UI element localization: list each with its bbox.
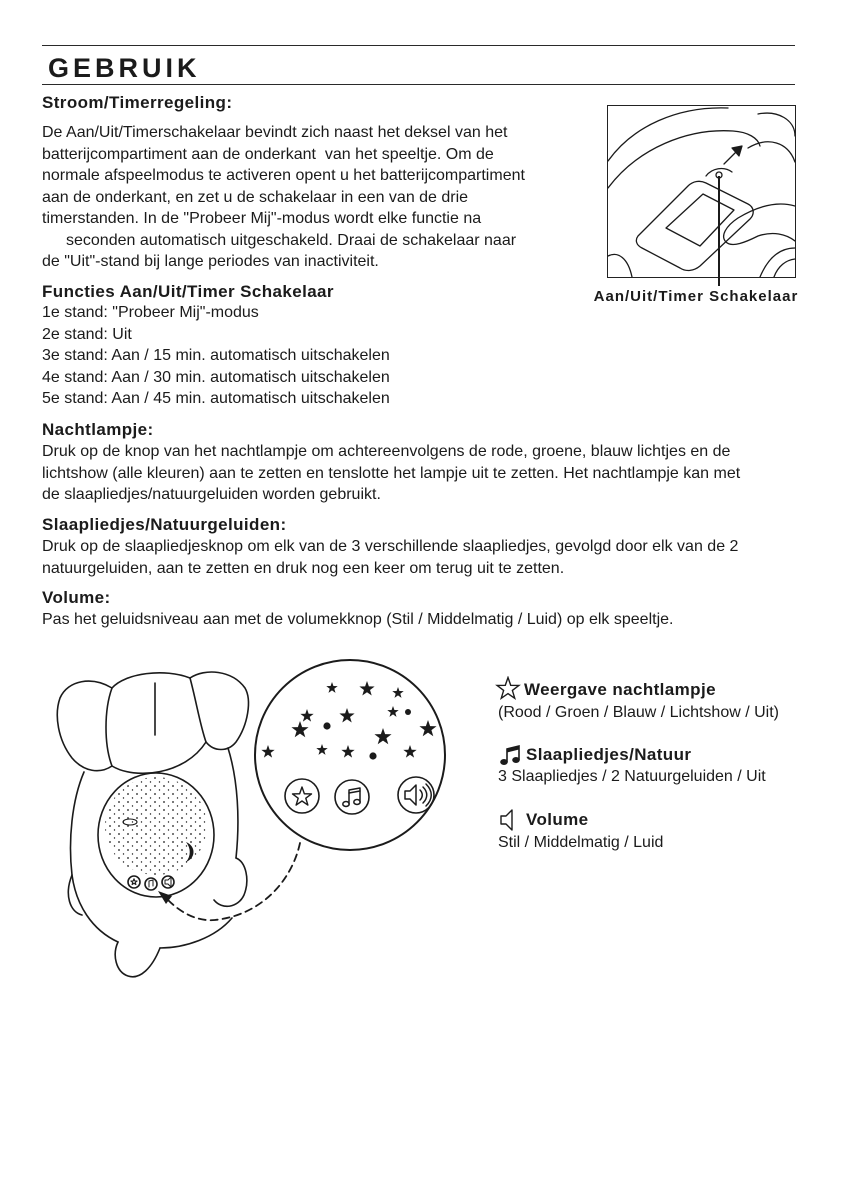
section-body-nightlight <box>42 441 740 506</box>
star-decoration <box>341 745 354 758</box>
star-decoration <box>403 745 416 758</box>
legend-title-lullabies: Slaapliedjes/Natuur <box>526 745 692 764</box>
header-top-rule <box>42 45 795 46</box>
arrow-line <box>724 152 736 164</box>
head-bottom <box>112 742 206 773</box>
legend-text-volume: Stil / Middelmatig / Luid <box>498 834 664 851</box>
star-decoration <box>419 720 436 736</box>
text-line: de "Uit"-stand bij lange periodes van inactiviteit. <box>42 253 379 270</box>
star-outline-icon <box>495 676 521 702</box>
music-note-icon <box>149 880 153 887</box>
list-item: 1e stand: "Probeer Mij"-modus <box>42 304 259 321</box>
text-line: De Aan/Uit/Timerschakelaar bevindt zich naast het deksel van het <box>42 124 508 141</box>
section-body-power <box>42 122 525 273</box>
text-line: batterijcompartiment aan de onderkant van het speeltje. Om de <box>42 145 494 163</box>
music-button <box>145 878 157 890</box>
list-item: 3e stand: Aan / 15 min. automatisch uitschakelen <box>42 347 390 364</box>
bottom-foot <box>115 942 160 977</box>
music-note-icon <box>343 788 360 807</box>
right-ear <box>190 672 248 749</box>
zoom-music-button <box>335 780 369 814</box>
left-ear <box>57 681 112 771</box>
text-line: de slaapliedjes/natuurgeluiden worden gebruikt. <box>42 486 381 503</box>
section-heading-functions: Functies Aan/Uit/Timer Schakelaar <box>42 282 334 301</box>
list-item: 2e stand: Uit <box>42 325 132 343</box>
text-line: natuurgeluiden, aan te zetten en druk nog een keer om terug uit te zetten. <box>42 559 565 577</box>
switch-pointer-line <box>718 176 720 286</box>
toy-illustration <box>0 640 460 990</box>
toy-edge-line <box>758 113 795 136</box>
star-decoration <box>392 687 403 698</box>
dot-decoration <box>323 722 330 729</box>
dot-decoration <box>369 752 376 759</box>
section-heading-lullabies: Slaapliedjes/Natuurgeluiden: <box>42 515 287 534</box>
star-decoration <box>339 708 354 722</box>
star-decoration <box>326 682 337 693</box>
speaker-icon <box>165 877 171 887</box>
section-body-volume <box>42 609 673 631</box>
zoom-star-button <box>285 779 319 813</box>
star-decoration <box>291 721 308 737</box>
section-heading-volume: Volume: <box>42 588 111 607</box>
text-line: Pas het geluidsniveau aan met de volumekknop (Stil / Middelmatig / Luid) op elk speeltje. <box>42 611 674 628</box>
section-body-lullabies <box>42 536 738 579</box>
bunny-toy <box>57 672 248 977</box>
body-right <box>228 748 238 858</box>
section-heading-power: Stroom/Timerregeling: <box>42 93 233 112</box>
star-decoration <box>359 681 374 695</box>
toy-edge-line <box>608 108 728 161</box>
star-decoration <box>316 744 327 755</box>
list-item: 4e stand: Aan / 30 min. automatisch uitschakelen <box>42 368 390 386</box>
body-left <box>71 772 119 942</box>
music-note-icon <box>499 744 523 766</box>
legend-text-lullabies: 3 Slaapliedjes / 2 Natuurgeluiden / Uit <box>498 768 766 785</box>
left-paw <box>68 875 82 915</box>
right-ear-inner <box>190 678 206 742</box>
text-line: Druk op de slaapliedjesknop om elk van de 3 verschillende slaapliedjes, gevolgd door elk van de 2 <box>42 538 739 555</box>
star-decoration <box>387 706 398 717</box>
battery-compartment <box>636 181 753 270</box>
text-line: Druk op de knop van het nachtlampje om achtereenvolgens de rode, groene, blauw lichtjes en de <box>42 443 731 460</box>
speaker-icon <box>405 784 431 806</box>
text-line: seconden automatisch uitgeschakeld. Draai de schakelaar naar <box>66 231 517 249</box>
speaker-icon <box>499 808 517 832</box>
page-title: GEBRUIK <box>48 53 201 83</box>
legend-title-volume: Volume <box>526 810 589 829</box>
volume-button <box>162 876 174 888</box>
section-body-functions <box>42 302 390 410</box>
switch-caption: Aan/Uit/Timer Schakelaar <box>593 288 799 305</box>
text-line: normale afspeelmodus te activeren opent u het batterijcompartiment <box>42 167 525 184</box>
right-paw <box>214 858 247 906</box>
head-top <box>112 673 190 688</box>
toy-edge-line <box>608 131 760 188</box>
left-ear-inner <box>106 688 112 766</box>
toy-edge-line <box>748 142 795 162</box>
legend-text-nightlight: (Rood / Groen / Blauw / Lichtshow / Uit) <box>498 704 779 721</box>
star-button <box>128 876 140 888</box>
button-zoom-circle <box>158 660 445 920</box>
legend-title-nightlight: Weergave nachtlampje <box>524 680 716 699</box>
section-heading-nightlight: Nachtlampje: <box>42 420 154 439</box>
star-icon <box>131 879 137 885</box>
star-decoration <box>374 728 391 744</box>
hand-finger <box>760 248 795 277</box>
dot-decoration <box>405 709 411 715</box>
body-bottom <box>160 918 232 948</box>
text-line: timerstanden. In de "Probeer Mij"-modus wordt elke functie na <box>42 210 482 227</box>
star-outline-icon <box>292 787 311 805</box>
text-line: aan de onderkant, en zet u de schakelaar in een van de drie <box>42 188 469 206</box>
list-item: 5e stand: Aan / 45 min. automatisch uitschakelen <box>42 390 390 407</box>
header-bottom-rule <box>42 84 795 85</box>
star-field <box>261 681 436 760</box>
toy-edge-line <box>608 254 632 277</box>
switch-illustration <box>607 105 796 278</box>
starry-dome-pattern <box>105 777 207 875</box>
text-line: lichtshow (alle kleuren) aan te zetten en tenslotte het lampje uit te zetten. Het nachtlampje kan met <box>42 464 741 482</box>
star-decoration <box>300 709 313 722</box>
hand-finger <box>774 259 795 277</box>
star-decoration <box>261 745 274 758</box>
